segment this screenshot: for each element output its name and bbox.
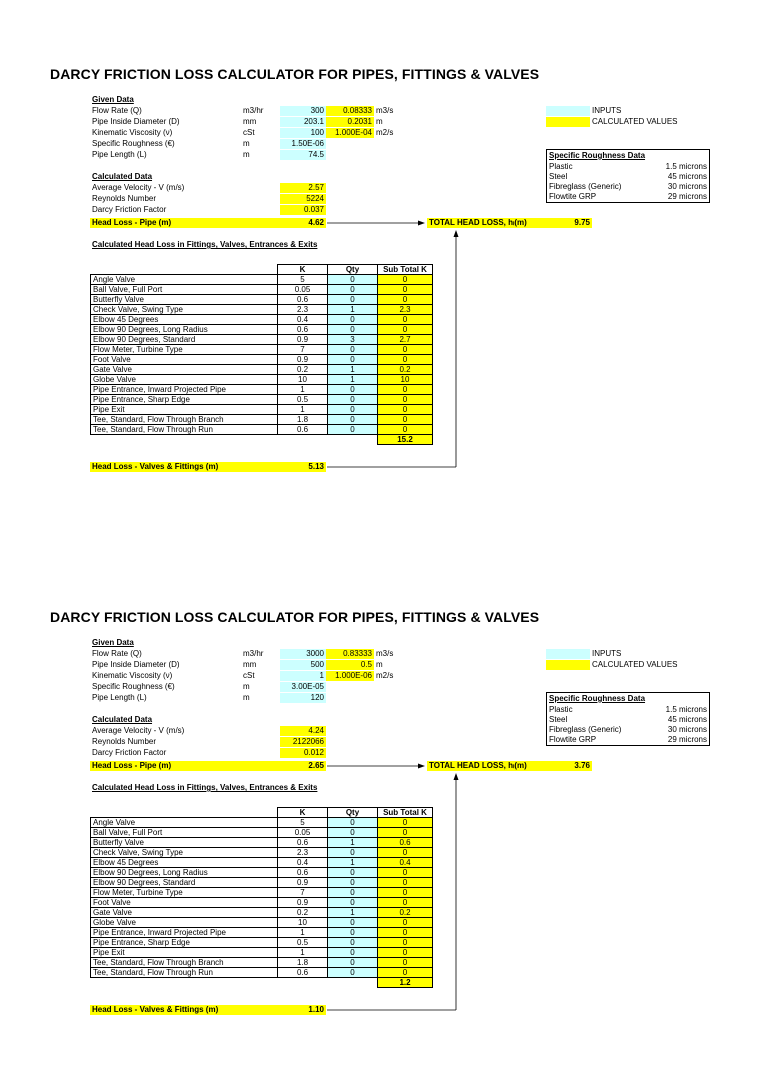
fitting-k: 5	[278, 818, 328, 828]
fittings-header-row	[91, 265, 433, 275]
fitting-qty-input[interactable]: 0	[328, 868, 378, 878]
calculated-legend-swatch	[546, 117, 590, 127]
diameter-unit: mm	[243, 117, 257, 126]
fitting-subtotal: 0	[378, 938, 433, 948]
calculator-1	[0, 60, 768, 530]
roughness-material: Plastic	[549, 162, 573, 171]
calculated-data-heading: Calculated Data	[92, 715, 153, 724]
reynolds-label: Reynolds Number	[92, 194, 157, 203]
viscosity-input[interactable]: 1	[280, 671, 326, 681]
fitting-subtotal: 0	[378, 315, 433, 325]
fitting-subtotal: 0	[378, 415, 433, 425]
head-loss-pipe-row	[90, 761, 326, 771]
inputs-legend-swatch	[546, 106, 590, 116]
fitting-qty-input[interactable]: 0	[328, 948, 378, 958]
head-loss-valves-row	[90, 1005, 326, 1015]
diameter-input[interactable]: 203.1	[280, 117, 326, 127]
fitting-name: Gate Valve	[91, 365, 278, 375]
fitting-name: Gate Valve	[91, 908, 278, 918]
fitting-name: Ball Valve, Full Port	[91, 828, 278, 838]
fitting-k: 7	[278, 888, 328, 898]
velocity-label: Average Velocity - V (m/s)	[92, 726, 185, 735]
given-data-heading: Given Data	[92, 638, 134, 647]
roughness-value: 29 microns	[667, 192, 707, 201]
fitting-k: 0.05	[278, 828, 328, 838]
roughness-reference-title: Specific Roughness Data	[549, 151, 646, 160]
fitting-k: 0.9	[278, 898, 328, 908]
table-row	[91, 275, 433, 285]
fitting-k: 1	[278, 948, 328, 958]
roughness-value: 45 microns	[667, 172, 707, 181]
fitting-qty-input[interactable]: 0	[328, 828, 378, 838]
pipe-diameter-label: Pipe Inside Diameter (D)	[92, 660, 180, 669]
fitting-qty-input[interactable]: 0	[328, 938, 378, 948]
total-head-loss-value: 3.76	[574, 761, 590, 770]
fitting-subtotal: 0	[378, 968, 433, 978]
viscosity-label: Kinematic Viscosity (ν)	[92, 128, 173, 137]
diameter-unit: mm	[243, 660, 257, 669]
fitting-name: Elbow 90 Degrees, Long Radius	[91, 325, 278, 335]
inputs-legend-label: INPUTS	[592, 106, 622, 115]
viscosity-unit: cSt	[243, 671, 255, 680]
reynolds-value: 2122066	[280, 737, 326, 747]
fitting-qty-input[interactable]: 1	[328, 305, 378, 315]
fitting-name: Elbow 90 Degrees, Standard	[91, 335, 278, 345]
roughness-material: Flowtite GRP	[549, 192, 597, 201]
table-row	[91, 968, 433, 978]
length-input[interactable]: 74.5	[280, 150, 326, 160]
page-title: DARCY FRICTION LOSS CALCULATOR FOR PIPES, FITTINGS & VALVES	[50, 66, 540, 82]
flow-rate-si-value: 0.08333	[326, 106, 374, 116]
fitting-name: Butterfly Valve	[91, 838, 278, 848]
fitting-subtotal: 2.3	[378, 305, 433, 315]
fittings-header-row	[91, 808, 433, 818]
table-row	[91, 838, 433, 848]
flow-rate-label: Flow Rate (Q)	[92, 649, 142, 658]
fitting-name: Ball Valve, Full Port	[91, 285, 278, 295]
arrow-right-icon	[418, 764, 425, 769]
roughness-input[interactable]: 1.50E-06	[280, 139, 326, 149]
fittings-section-heading: Calculated Head Loss in Fittings, Valves, Entrances & Exits	[92, 240, 318, 249]
fitting-qty-input[interactable]: 0	[328, 928, 378, 938]
roughness-value: 30 microns	[667, 182, 707, 191]
fitting-k: 2.3	[278, 305, 328, 315]
roughness-unit: m	[243, 139, 250, 148]
calculated-data-heading: Calculated Data	[92, 172, 153, 181]
velocity-label: Average Velocity - V (m/s)	[92, 183, 185, 192]
col-k-header: K	[278, 265, 328, 275]
fitting-qty-input[interactable]: 0	[328, 385, 378, 395]
fitting-subtotal: 0	[378, 295, 433, 305]
total-head-loss-row	[427, 761, 592, 771]
fitting-name: Tee, Standard, Flow Through Run	[91, 968, 278, 978]
fitting-k: 1	[278, 928, 328, 938]
fitting-subtotal: 0	[378, 918, 433, 928]
friction-factor-value: 0.012	[280, 748, 326, 758]
inputs-legend-swatch	[546, 649, 590, 659]
fitting-name: Tee, Standard, Flow Through Branch	[91, 415, 278, 425]
fittings-table	[90, 264, 433, 445]
head-loss-pipe-label: Head Loss - Pipe (m)	[92, 218, 172, 227]
fitting-subtotal: 0	[378, 868, 433, 878]
fitting-qty-input[interactable]: 0	[328, 918, 378, 928]
fitting-k: 10	[278, 375, 328, 385]
fitting-qty-input[interactable]: 0	[328, 315, 378, 325]
total-head-loss-value: 9.75	[574, 218, 590, 227]
fitting-k: 0.6	[278, 325, 328, 335]
roughness-material: Fibreglass (Generic)	[549, 725, 622, 734]
fitting-qty-input[interactable]: 1	[328, 838, 378, 848]
fitting-name: Globe Valve	[91, 375, 278, 385]
roughness-input[interactable]: 3.00E-05	[280, 682, 326, 692]
fitting-k: 0.5	[278, 938, 328, 948]
fitting-k: 0.4	[278, 858, 328, 868]
fitting-subtotal: 0	[378, 898, 433, 908]
fitting-subtotal: 0.2	[378, 908, 433, 918]
fitting-subtotal: 0	[378, 345, 433, 355]
fitting-name: Elbow 45 Degrees	[91, 858, 278, 868]
fitting-subtotal: 0	[378, 878, 433, 888]
fittings-table	[90, 807, 433, 988]
roughness-value: 29 microns	[667, 735, 707, 744]
calculated-legend-swatch	[546, 660, 590, 670]
fitting-name: Flow Meter, Turbine Type	[91, 888, 278, 898]
fitting-k: 0.6	[278, 425, 328, 435]
fitting-k: 5	[278, 275, 328, 285]
fitting-name: Flow Meter, Turbine Type	[91, 345, 278, 355]
fitting-subtotal: 0	[378, 928, 433, 938]
fitting-k: 0.5	[278, 395, 328, 405]
given-data-heading: Given Data	[92, 95, 134, 104]
fitting-qty-input[interactable]: 0	[328, 285, 378, 295]
head-loss-valves-label: Head Loss - Valves & Fittings (m)	[92, 1005, 219, 1014]
arrow-up-icon	[454, 773, 459, 780]
fitting-name: Elbow 90 Degrees, Long Radius	[91, 868, 278, 878]
table-row	[91, 405, 433, 415]
fitting-subtotal: 0	[378, 395, 433, 405]
viscosity-si-value: 1.000E-04	[326, 128, 374, 138]
page-title: DARCY FRICTION LOSS CALCULATOR FOR PIPES, FITTINGS & VALVES	[50, 609, 540, 625]
fitting-subtotal: 0	[378, 405, 433, 415]
col-subtotal-header: Sub Total K	[378, 808, 433, 818]
table-row	[91, 355, 433, 365]
table-row	[91, 938, 433, 948]
fitting-subtotal: 0	[378, 355, 433, 365]
length-label: Pipe Length (L)	[92, 693, 147, 702]
fitting-k: 2.3	[278, 848, 328, 858]
fitting-k: 0.6	[278, 295, 328, 305]
inputs-legend-label: INPUTS	[592, 649, 622, 658]
fitting-qty-input[interactable]: 0	[328, 355, 378, 365]
fitting-qty-input[interactable]: 0	[328, 275, 378, 285]
fitting-k: 7	[278, 345, 328, 355]
table-row	[91, 908, 433, 918]
total-head-loss-label: TOTAL HEAD LOSS, hₗ(m)	[429, 761, 527, 770]
arrow-up-icon	[454, 230, 459, 237]
fitting-subtotal: 0	[378, 848, 433, 858]
fitting-subtotal: 0	[378, 385, 433, 395]
fitting-qty-input[interactable]: 3	[328, 335, 378, 345]
head-loss-pipe-label: Head Loss - Pipe (m)	[92, 761, 172, 770]
col-k-header: K	[278, 808, 328, 818]
fitting-name: Tee, Standard, Flow Through Run	[91, 425, 278, 435]
fitting-qty-input[interactable]: 1	[328, 858, 378, 868]
roughness-label: Specific Roughness (€)	[92, 139, 175, 148]
fitting-k: 10	[278, 918, 328, 928]
fitting-subtotal: 0	[378, 325, 433, 335]
col-subtotal-header: Sub Total K	[378, 265, 433, 275]
fitting-subtotal: 0	[378, 285, 433, 295]
fitting-k: 0.9	[278, 335, 328, 345]
length-unit: m	[243, 150, 250, 159]
fitting-k: 0.9	[278, 355, 328, 365]
fitting-name: Pipe Exit	[91, 405, 278, 415]
fitting-k: 1	[278, 405, 328, 415]
table-row	[91, 385, 433, 395]
fitting-name: Elbow 45 Degrees	[91, 315, 278, 325]
total-head-loss-label: TOTAL HEAD LOSS, hₗ(m)	[429, 218, 527, 227]
roughness-label: Specific Roughness (€)	[92, 682, 175, 691]
head-loss-pipe-value: 2.65	[308, 761, 324, 770]
fitting-qty-input[interactable]: 0	[328, 878, 378, 888]
velocity-value: 2.57	[280, 183, 326, 193]
viscosity-si-unit: m2/s	[376, 671, 394, 680]
table-row	[91, 888, 433, 898]
length-input[interactable]: 120	[280, 693, 326, 703]
head-loss-valves-value: 1.10	[308, 1005, 324, 1014]
roughness-reference-title: Specific Roughness Data	[549, 694, 646, 703]
fitting-subtotal: 0	[378, 888, 433, 898]
fitting-k: 0.6	[278, 838, 328, 848]
table-row	[91, 415, 433, 425]
flow-rate-unit: m3/hr	[243, 649, 264, 658]
roughness-material: Flowtite GRP	[549, 735, 597, 744]
table-row	[91, 425, 433, 435]
roughness-reference-box	[546, 692, 710, 746]
total-k-row	[91, 978, 433, 988]
fitting-name: Pipe Entrance, Inward Projected Pipe	[91, 928, 278, 938]
fitting-qty-input[interactable]: 0	[328, 295, 378, 305]
viscosity-input[interactable]: 100	[280, 128, 326, 138]
diameter-si-unit: m	[376, 117, 383, 126]
flow-rate-si-unit: m3/s	[376, 649, 394, 658]
fitting-subtotal: 0	[378, 425, 433, 435]
flow-rate-unit: m3/hr	[243, 106, 264, 115]
calculated-legend-label: CALCULATED VALUES	[592, 660, 678, 669]
roughness-material: Steel	[549, 172, 568, 181]
fitting-qty-input[interactable]: 0	[328, 415, 378, 425]
fitting-qty-input[interactable]: 1	[328, 908, 378, 918]
fitting-name: Elbow 90 Degrees, Standard	[91, 878, 278, 888]
fitting-k: 0.4	[278, 315, 328, 325]
fitting-name: Tee, Standard, Flow Through Branch	[91, 958, 278, 968]
calculator-2	[0, 603, 768, 1073]
fitting-name: Angle Valve	[91, 818, 278, 828]
table-row	[91, 395, 433, 405]
diameter-si-value: 0.2031	[326, 117, 374, 127]
table-row	[91, 868, 433, 878]
table-row	[91, 295, 433, 305]
roughness-unit: m	[243, 682, 250, 691]
diameter-si-value: 0.5	[326, 660, 374, 670]
roughness-value: 1.5 microns	[665, 162, 707, 171]
fitting-k: 1	[278, 385, 328, 395]
table-row	[91, 345, 433, 355]
friction-factor-label: Darcy Friction Factor	[92, 205, 167, 214]
fitting-qty-input[interactable]: 0	[328, 405, 378, 415]
roughness-material: Fibreglass (Generic)	[549, 182, 622, 191]
head-loss-valves-label: Head Loss - Valves & Fittings (m)	[92, 462, 219, 471]
fitting-k: 1.8	[278, 415, 328, 425]
friction-factor-value: 0.037	[280, 205, 326, 215]
fitting-name: Pipe Entrance, Sharp Edge	[91, 395, 278, 405]
fitting-qty-input[interactable]: 1	[328, 365, 378, 375]
fitting-subtotal: 0	[378, 275, 433, 285]
table-row	[91, 878, 433, 888]
fitting-qty-input[interactable]: 0	[328, 425, 378, 435]
fitting-qty-input[interactable]: 0	[328, 345, 378, 355]
length-label: Pipe Length (L)	[92, 150, 147, 159]
fitting-subtotal: 0	[378, 948, 433, 958]
fitting-subtotal: 0.4	[378, 858, 433, 868]
reynolds-label: Reynolds Number	[92, 737, 157, 746]
fitting-qty-input[interactable]: 0	[328, 395, 378, 405]
fitting-k: 0.05	[278, 285, 328, 295]
reynolds-value: 5224	[280, 194, 326, 204]
calculated-legend-label: CALCULATED VALUES	[592, 117, 678, 126]
total-k-row	[91, 435, 433, 445]
fitting-qty-input[interactable]: 0	[328, 898, 378, 908]
fittings-section-heading: Calculated Head Loss in Fittings, Valves, Entrances & Exits	[92, 783, 318, 792]
diameter-si-unit: m	[376, 660, 383, 669]
roughness-value: 30 microns	[667, 725, 707, 734]
flow-rate-si-unit: m3/s	[376, 106, 394, 115]
diameter-input[interactable]: 500	[280, 660, 326, 670]
table-row	[91, 958, 433, 968]
fitting-name: Pipe Entrance, Sharp Edge	[91, 938, 278, 948]
fitting-k: 0.2	[278, 365, 328, 375]
arrow-right-icon	[418, 221, 425, 226]
fitting-name: Foot Valve	[91, 898, 278, 908]
fitting-name: Check Valve, Swing Type	[91, 848, 278, 858]
head-loss-valves-value: 5.13	[308, 462, 324, 471]
roughness-material: Steel	[549, 715, 568, 724]
total-k-value: 15.2	[378, 435, 433, 445]
fitting-qty-input[interactable]: 1	[328, 375, 378, 385]
fitting-qty-input[interactable]: 0	[328, 818, 378, 828]
fitting-qty-input[interactable]: 0	[328, 968, 378, 978]
table-row	[91, 848, 433, 858]
roughness-material: Plastic	[549, 705, 573, 714]
head-loss-valves-row	[90, 462, 326, 472]
table-row	[91, 325, 433, 335]
fitting-subtotal: 0	[378, 818, 433, 828]
flow-rate-input[interactable]: 300	[280, 106, 326, 116]
table-row	[91, 305, 433, 315]
length-unit: m	[243, 693, 250, 702]
flow-rate-input[interactable]: 3000	[280, 649, 326, 659]
fitting-subtotal: 0	[378, 958, 433, 968]
table-row	[91, 928, 433, 938]
table-row	[91, 335, 433, 345]
fitting-subtotal: 2.7	[378, 335, 433, 345]
viscosity-unit: cSt	[243, 128, 255, 137]
flow-rate-si-value: 0.83333	[326, 649, 374, 659]
fitting-qty-input[interactable]: 0	[328, 958, 378, 968]
fitting-name: Check Valve, Swing Type	[91, 305, 278, 315]
table-row	[91, 858, 433, 868]
viscosity-label: Kinematic Viscosity (ν)	[92, 671, 173, 680]
fitting-subtotal: 10	[378, 375, 433, 385]
fitting-k: 0.6	[278, 968, 328, 978]
total-k-value: 1.2	[378, 978, 433, 988]
head-loss-pipe-row	[90, 218, 326, 228]
velocity-value: 4.24	[280, 726, 326, 736]
table-row	[91, 918, 433, 928]
fitting-qty-input[interactable]: 0	[328, 325, 378, 335]
fitting-name: Angle Valve	[91, 275, 278, 285]
flow-rate-label: Flow Rate (Q)	[92, 106, 142, 115]
fitting-name: Foot Valve	[91, 355, 278, 365]
fitting-subtotal: 0.2	[378, 365, 433, 375]
fitting-subtotal: 0	[378, 828, 433, 838]
roughness-reference-box	[546, 149, 710, 203]
fitting-name: Pipe Exit	[91, 948, 278, 958]
table-row	[91, 285, 433, 295]
pipe-diameter-label: Pipe Inside Diameter (D)	[92, 117, 180, 126]
friction-factor-label: Darcy Friction Factor	[92, 748, 167, 757]
roughness-value: 45 microns	[667, 715, 707, 724]
total-head-loss-row	[427, 218, 592, 228]
head-loss-pipe-value: 4.62	[308, 218, 324, 227]
table-row	[91, 828, 433, 838]
roughness-value: 1.5 microns	[665, 705, 707, 714]
fitting-name: Pipe Entrance, Inward Projected Pipe	[91, 385, 278, 395]
fitting-name: Butterfly Valve	[91, 295, 278, 305]
fitting-name: Globe Valve	[91, 918, 278, 928]
fitting-qty-input[interactable]: 0	[328, 848, 378, 858]
table-row	[91, 375, 433, 385]
table-row	[91, 365, 433, 375]
col-qty-header: Qty	[328, 808, 378, 818]
col-qty-header: Qty	[328, 265, 378, 275]
fitting-k: 0.6	[278, 868, 328, 878]
fitting-subtotal: 0.6	[378, 838, 433, 848]
table-row	[91, 315, 433, 325]
table-row	[91, 898, 433, 908]
viscosity-si-value: 1.000E-06	[326, 671, 374, 681]
viscosity-si-unit: m2/s	[376, 128, 394, 137]
table-row	[91, 948, 433, 958]
fitting-k: 0.9	[278, 878, 328, 888]
fitting-qty-input[interactable]: 0	[328, 888, 378, 898]
fitting-k: 1.8	[278, 958, 328, 968]
fitting-k: 0.2	[278, 908, 328, 918]
table-row	[91, 818, 433, 828]
